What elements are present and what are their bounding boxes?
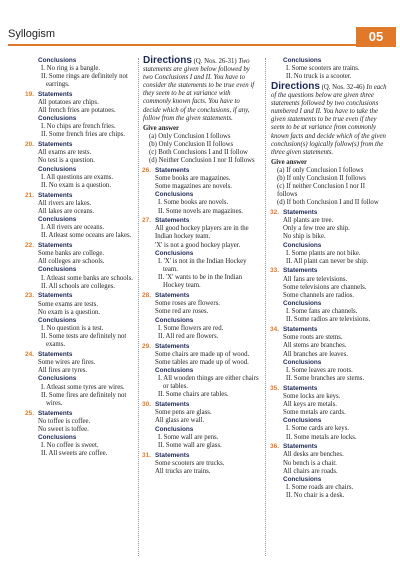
conclusions-label: Conclusions xyxy=(283,241,322,249)
statement: Some books are magazines. xyxy=(155,174,231,182)
directions-heading: Directions xyxy=(143,55,192,66)
conclusions-label: Conclusions xyxy=(155,249,194,257)
conclusion: II. All sweets are coffee. xyxy=(41,450,108,458)
conclusion: II. 'X' wants to be in the Indian Hockey team. xyxy=(158,274,242,290)
statements-label: Statements xyxy=(38,241,73,249)
statement: All chairs are roads. xyxy=(283,467,338,475)
conclusions-label: Conclusions xyxy=(38,316,77,324)
question-item xyxy=(143,292,259,341)
statements-label: Statements xyxy=(38,292,73,300)
statement: Some channels are radios. xyxy=(283,291,354,299)
conclusion: I. Some scooters are trains. xyxy=(286,64,360,72)
answer-options xyxy=(271,159,387,208)
column-divider-left xyxy=(138,58,139,556)
statement: All potatoes are chips. xyxy=(38,98,99,106)
conclusion: I. Atleast some tyres are wires. xyxy=(41,383,125,391)
question-18-continued xyxy=(26,57,134,90)
conclusion: I. Some plants are not bike. xyxy=(286,249,361,257)
statement: No toffee is coffee. xyxy=(38,417,91,425)
statement: All stems are branches. xyxy=(283,342,347,350)
conclusion: II. All plant can never be ship. xyxy=(286,257,369,265)
question-number: 33. xyxy=(270,267,280,275)
column-1 xyxy=(26,55,134,459)
statement: Some roses are flowers. xyxy=(155,300,220,308)
conclusion: I. No question is a test. xyxy=(41,325,104,332)
statements-label: Statements xyxy=(155,217,190,225)
question-number: 22. xyxy=(25,241,35,249)
conclusions-label: Conclusions xyxy=(283,56,322,64)
conclusion: II. Some radios are televisions. xyxy=(286,316,371,324)
answer-option: (d) Neither Conclusion I nor II follows xyxy=(149,157,255,165)
conclusions-label: Conclusions xyxy=(283,300,322,308)
statement: All desks are benches. xyxy=(283,451,344,459)
statement: No test is a question. xyxy=(38,157,95,165)
statement: All trucks are trains. xyxy=(155,467,211,475)
question-item xyxy=(143,217,259,290)
statement: All rivers are lakes. xyxy=(38,199,92,207)
statement: All french fries are potatoes. xyxy=(38,106,116,114)
give-answer-label: Give answer xyxy=(143,124,180,132)
directions-heading: Directions xyxy=(271,80,320,92)
conclusion: I. 'X' is not in the Indian Hockey team. xyxy=(158,257,247,274)
conclusions-label: Conclusions xyxy=(38,115,77,123)
question-item xyxy=(143,167,259,216)
question-number: 24. xyxy=(25,350,35,358)
directions-text: Two statements are given below followed by two Conclusions I and II. You have to consider the statements to be true even if they seem to be at variance with commonly known facts. You have to decide which of the conclusions, if any, follow from the given statements. xyxy=(143,58,255,122)
statement: Some wires are fires. xyxy=(38,359,96,367)
question-number: 28. xyxy=(142,292,152,300)
question-item xyxy=(26,91,134,140)
conclusion: II. Some metals are locks. xyxy=(286,433,357,441)
question-number: 31. xyxy=(142,451,152,459)
conclusions-label: Conclusions xyxy=(155,366,194,374)
question-number: 20. xyxy=(25,141,35,149)
statement: Some magazines are novels. xyxy=(155,183,233,191)
statement: All plants are tree. xyxy=(283,217,334,225)
statement: Some televisions are channels. xyxy=(283,283,367,291)
question-number: 21. xyxy=(25,191,35,199)
conclusions-label: Conclusions xyxy=(155,316,194,324)
conclusion: II. Some novels are magazines. xyxy=(158,207,243,215)
page-header xyxy=(0,0,400,52)
question-item xyxy=(26,192,134,241)
conclusion: I. Some wall are pens. xyxy=(158,433,219,441)
question-item xyxy=(143,343,259,400)
answer-option: (c) If neither Conclusion I nor II follows xyxy=(277,183,365,199)
conclusion: I. All rivers are oceans. xyxy=(41,224,105,232)
conclusion: I. All wooden things are either chairs or tables. xyxy=(158,375,259,391)
conclusion: II. Some fires are definitely not wires. xyxy=(41,391,127,407)
conclusion: II. No exam is a question. xyxy=(41,181,112,189)
statement: Some exams are tests. xyxy=(38,300,99,308)
statement: Some chairs are made up of wood. xyxy=(155,350,250,358)
question-item xyxy=(271,267,387,324)
statements-label: Statements xyxy=(155,451,190,459)
statements-label: Statements xyxy=(38,141,73,149)
statement: All fans are televisions. xyxy=(283,275,348,283)
statement: All exams are tests. xyxy=(38,149,92,157)
answer-option: (d) If both Conclusion I and II follow xyxy=(277,199,379,207)
conclusion: I. Some leaves are roots. xyxy=(286,366,353,374)
statement: Some metals are cards. xyxy=(283,409,346,417)
statement: No bench is a chair. xyxy=(283,459,337,467)
directions-range: (Q. Nos. 26-31) xyxy=(193,58,237,65)
conclusion: I. No coffee is sweet. xyxy=(41,442,99,450)
statement: No ship is bike. xyxy=(283,233,326,241)
answer-option: (b) Only Conclusion II follows xyxy=(149,140,234,148)
conclusion: II. Some french fries are chips. xyxy=(41,131,125,139)
conclusion: II. No truck is a scooter. xyxy=(286,72,352,80)
question-item xyxy=(26,141,134,190)
statement: No exam is a question. xyxy=(38,308,101,316)
statements-label: Statements xyxy=(155,292,190,300)
statements-label: Statements xyxy=(283,208,318,216)
give-answer-label: Give answer xyxy=(271,158,308,166)
statement: Only a few tree are ship. xyxy=(283,225,350,233)
conclusion: I. Some roads are chairs. xyxy=(286,484,354,492)
statements-label: Statements xyxy=(283,384,318,392)
chapter-number-badge: 05 xyxy=(356,27,396,47)
conclusion: II. All red are flowers. xyxy=(158,332,219,340)
conclusion: II. Some chairs are tables. xyxy=(158,391,229,399)
directions-text: In each of the questions below are given three statements followed by two conclusions numbered I and II. You have to take the given statements to be true even if they seem to be at variance from commonly known facts and decide which of the given conclusion(s) logically follow(s) from the three given statements. xyxy=(271,83,387,156)
statement: All branches are leaves. xyxy=(283,350,348,358)
statements-label: Statements xyxy=(283,267,318,275)
column-divider-right xyxy=(265,58,266,556)
question-item xyxy=(143,401,259,450)
statement: Some red are roses. xyxy=(155,308,209,316)
answer-option: (a) Only Conclusion I follows xyxy=(149,132,231,140)
directions-block-1 xyxy=(143,57,259,165)
question-number: 19. xyxy=(25,90,35,98)
conclusion: I. Some cards are keys. xyxy=(286,425,350,433)
question-item xyxy=(26,292,134,349)
question-number: 35. xyxy=(270,384,280,392)
statement: Some roots are stems. xyxy=(283,334,343,342)
directions-range: (Q. Nos. 32-46) xyxy=(321,83,365,91)
answer-options xyxy=(143,125,259,165)
statement: Some locks are keys. xyxy=(283,392,341,400)
conclusion: I. No ring is a bangle. xyxy=(41,64,101,72)
statement: All lakes are oceans. xyxy=(38,207,95,215)
question-item xyxy=(271,209,387,266)
question-number: 23. xyxy=(25,292,35,300)
statement: No sweet is toffee. xyxy=(38,425,89,433)
question-number: 29. xyxy=(142,342,152,350)
conclusions-label: Conclusions xyxy=(283,475,322,483)
conclusions-label: Conclusions xyxy=(283,358,322,366)
question-item xyxy=(143,452,259,476)
question-number: 25. xyxy=(25,409,35,417)
conclusions-label: Conclusions xyxy=(38,56,77,64)
statement: Some tables are made up of wood. xyxy=(155,358,249,366)
statement: All good hockey players are in the Indian hockey team. xyxy=(155,225,249,241)
conclusions-label: Conclusions xyxy=(283,417,322,425)
chapter-title: Syllogism xyxy=(8,28,56,40)
statement: All colleges are schools. xyxy=(38,258,105,266)
statements-label: Statements xyxy=(283,326,318,334)
question-number: 34. xyxy=(270,326,280,334)
statements-label: Statements xyxy=(38,90,73,98)
question-number: 26. xyxy=(142,166,152,174)
conclusions-label: Conclusions xyxy=(38,165,77,173)
answer-option: (c) Both Conclusions I and II follow xyxy=(149,149,248,157)
statements-label: Statements xyxy=(155,166,190,174)
question-item xyxy=(26,410,134,459)
question-31-continued xyxy=(271,57,387,81)
conclusion: I. Atleast some banks are schools. xyxy=(41,274,133,282)
conclusions-label: Conclusions xyxy=(38,215,77,223)
statement: All glass are wall. xyxy=(155,417,205,425)
question-number: 30. xyxy=(142,401,152,409)
statements-label: Statements xyxy=(38,409,73,417)
header-rule xyxy=(8,44,364,46)
conclusion: II. No chair is a desk. xyxy=(286,492,345,500)
question-item xyxy=(26,242,134,291)
statements-label: Statements xyxy=(155,401,190,409)
conclusion: II. Some rings are definitely not earrings. xyxy=(41,72,128,88)
column-3 xyxy=(271,55,387,500)
conclusion: I. All questions are exams. xyxy=(41,173,114,181)
conclusions-label: Conclusions xyxy=(38,434,77,442)
directions-block-2 xyxy=(271,80,387,207)
statement: All fires are tyres. xyxy=(38,367,88,375)
statements-label: Statements xyxy=(155,342,190,350)
conclusion: II. Some wall are glass. xyxy=(158,441,222,449)
statements-label: Statements xyxy=(283,443,318,451)
conclusion: I. Some books are novels. xyxy=(158,199,229,207)
statement: 'X' is not a good hockey player. xyxy=(155,241,241,249)
conclusion: II. All schools are colleges. xyxy=(41,282,115,290)
conclusions-label: Conclusions xyxy=(155,425,194,433)
conclusion: II. Some tests are definitely not exams. xyxy=(41,333,127,349)
conclusion: II. Some branches are stems. xyxy=(286,375,365,382)
question-item xyxy=(271,443,387,500)
conclusion: I. No chips are french fries. xyxy=(41,123,116,131)
question-item xyxy=(271,326,387,383)
question-item xyxy=(26,351,134,408)
question-number: 27. xyxy=(142,217,152,225)
question-number: 32. xyxy=(270,208,280,216)
conclusion: I. Some flowers are red. xyxy=(158,324,224,332)
answer-option: (a) If only Conclusion I follows xyxy=(277,166,364,174)
question-number: 36. xyxy=(270,443,280,451)
conclusions-label: Conclusions xyxy=(155,191,194,199)
answer-option: (b) If only Conclusion II follows xyxy=(277,175,366,182)
conclusion: II. Atleast some oceans are lakes. xyxy=(41,232,132,240)
conclusions-label: Conclusions xyxy=(38,266,77,274)
statement: All keys are metals. xyxy=(283,400,337,408)
question-item xyxy=(271,385,387,442)
conclusions-label: Conclusions xyxy=(38,375,77,383)
column-2 xyxy=(143,55,259,476)
statement: Some pens are glass. xyxy=(155,409,212,417)
statement: Some banks are college. xyxy=(38,250,105,258)
conclusion: I. Some fans are channels. xyxy=(286,308,358,316)
statements-label: Statements xyxy=(38,350,73,358)
statements-label: Statements xyxy=(38,191,73,199)
statement: Some scooters are trucks. xyxy=(155,459,225,467)
